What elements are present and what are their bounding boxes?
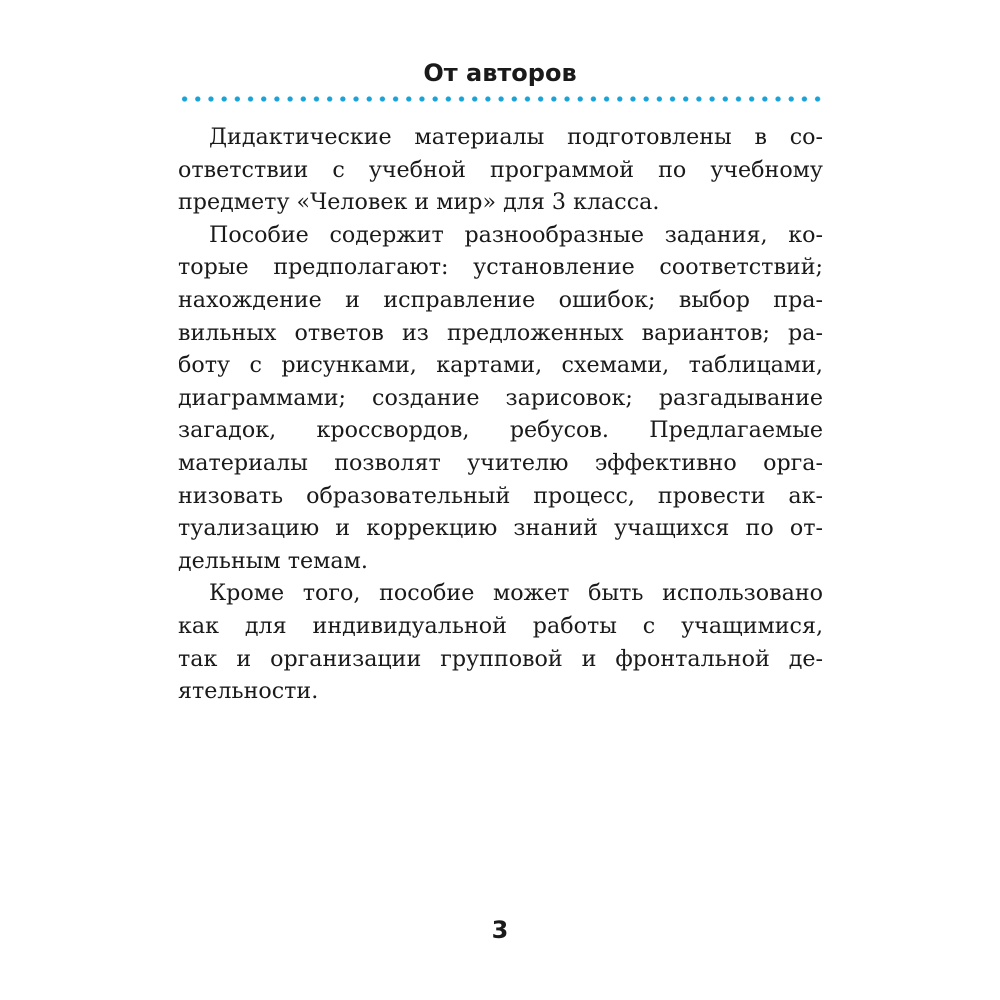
text-line: Дидактические материалы подготовлены в со- [209,124,823,150]
dotted-divider [178,96,824,102]
text-line: загадок, кроссвордов, ребусов. Предлагаемые [178,417,823,444]
text-line: Кроме того, пособие может быть использовано [209,580,823,607]
text-line: материалы позволят учителю эффективно орга- [178,449,823,476]
body-text [178,121,823,708]
text-line: Пособие содержит разнообразные задания, ко- [209,221,823,248]
text-line: как для индивидуальной работы с учащимися, [178,612,823,639]
paragraph-3 [178,577,823,707]
page-title: От авторов [423,59,577,87]
text-line: так и организации групповой и фронтальной де- [178,645,823,672]
text-line: боту с рисунками, картами, схемами, таблицами, [178,352,823,379]
page-number: 3 [491,916,509,944]
text-line: ятельности. [178,678,319,705]
text-line: предмету «Человек и мир» для 3 класса. [178,189,660,216]
paragraph-2 [178,219,823,578]
text-line: туализацию и коррекцию знаний учащихся по от- [178,515,823,542]
text-line: диаграммами; создание зарисовок; разгадывание [178,384,823,411]
text-line: торые предполагают: установление соответствий; [178,254,823,281]
text-line: низовать образовательный процесс, провести ак- [178,482,823,509]
text-line: нахождение и исправление ошибок; выбор пра- [178,286,823,313]
paragraph-1 [178,121,823,219]
text-line: вильных ответов из предложенных вариантов; ра- [178,319,823,346]
text-line: ответствии с учебной программой по учебному [178,156,823,183]
text-line: дельным темам. [178,547,368,574]
